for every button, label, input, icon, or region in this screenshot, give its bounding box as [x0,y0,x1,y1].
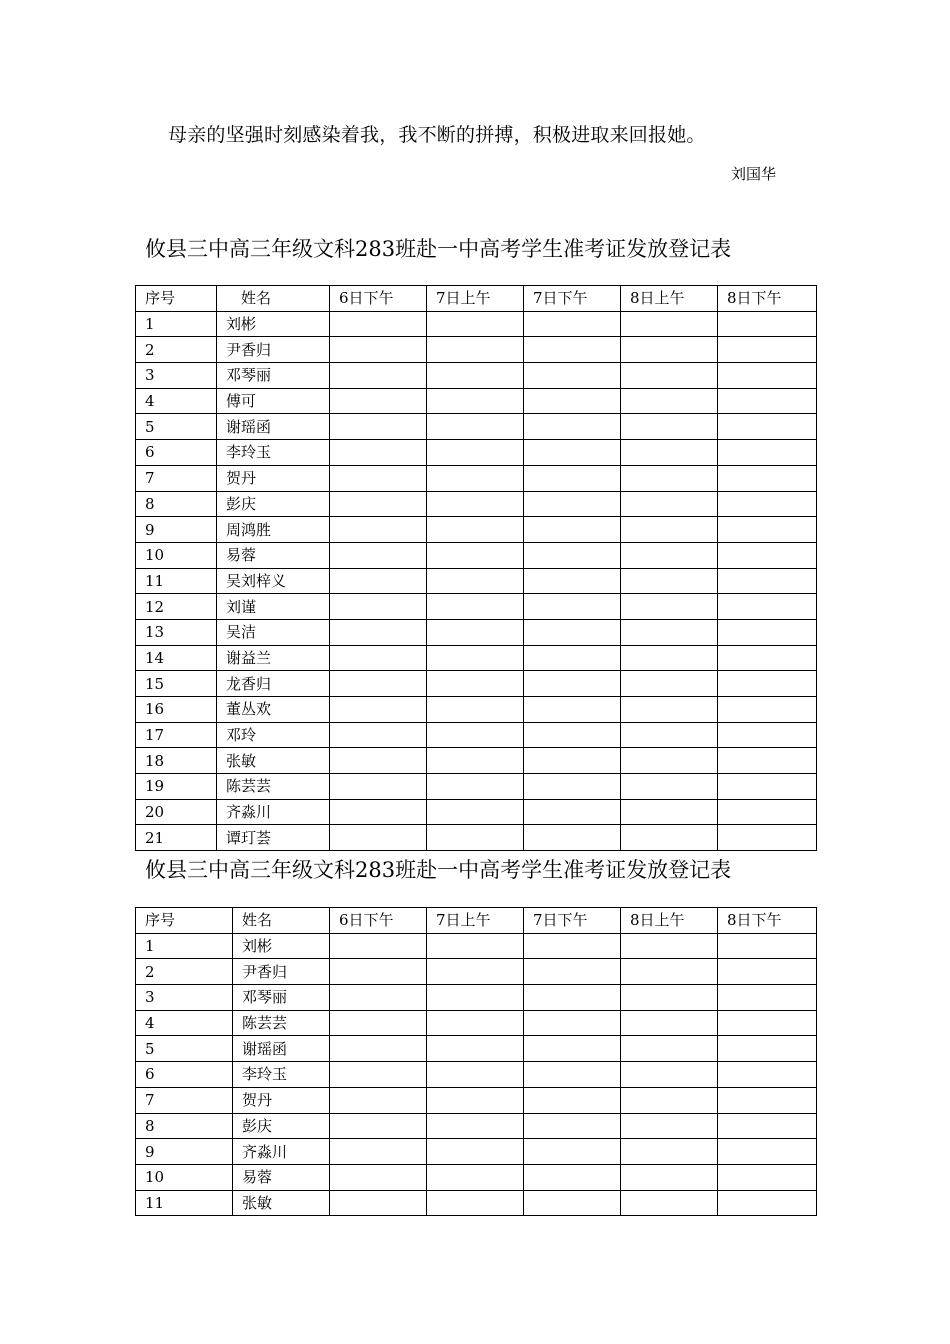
sign-cell [524,594,621,620]
sign-cell [524,774,621,800]
row-number-cell: 6 [136,1062,233,1088]
student-name-cell: 张敏 [217,748,330,774]
header-cell: 7日上午 [427,286,524,312]
sign-cell [621,491,718,517]
table-row [136,388,817,414]
sign-cell [524,311,621,337]
row-number-cell: 7 [136,465,217,491]
sign-cell [427,1087,524,1113]
header-cell: 6日下午 [330,908,427,934]
sign-cell [330,491,427,517]
student-name-cell: 彭庆 [217,491,330,517]
sign-cell [718,645,817,671]
sign-cell [621,748,718,774]
row-number-cell: 4 [136,388,217,414]
table-header-row [136,908,817,934]
table-row [136,465,817,491]
row-number-cell: 8 [136,491,217,517]
student-name-cell: 齐淼川 [217,799,330,825]
header-cell: 7日下午 [524,286,621,312]
sign-cell [621,568,718,594]
row-number-cell: 14 [136,645,217,671]
sign-cell [718,388,817,414]
table-row [136,933,817,959]
header-cell: 7日上午 [427,908,524,934]
sign-cell [718,363,817,389]
sign-cell [427,825,524,851]
sign-cell [330,414,427,440]
table-row [136,491,817,517]
row-number-cell: 3 [136,985,233,1011]
header-cell: 姓名 [233,908,330,934]
sign-cell [427,1164,524,1190]
table-row [136,722,817,748]
sign-cell [718,594,817,620]
table-body-2 [136,933,817,1216]
table-row [136,517,817,543]
header-cell: 序号 [136,908,233,934]
sign-cell [524,959,621,985]
sign-cell [330,825,427,851]
table-row [136,1164,817,1190]
sign-cell [621,1139,718,1165]
sign-cell [524,1062,621,1088]
row-number-cell: 1 [136,311,217,337]
table-row [136,1113,817,1139]
sign-cell [330,1113,427,1139]
sign-cell [330,671,427,697]
sign-cell [621,722,718,748]
sign-cell [621,671,718,697]
student-name-cell: 易蓉 [217,542,330,568]
sign-cell [621,311,718,337]
sign-cell [427,959,524,985]
sign-cell [621,1164,718,1190]
sign-cell [524,933,621,959]
row-number-cell: 6 [136,440,217,466]
row-number-cell: 21 [136,825,217,851]
registration-table-2 [135,907,817,1216]
sign-cell [524,491,621,517]
student-name-cell: 邓玲 [217,722,330,748]
row-number-cell: 1 [136,933,233,959]
header-cell: 8日上午 [621,286,718,312]
table-row [136,568,817,594]
sign-cell [621,517,718,543]
sign-cell [718,1190,817,1216]
sign-cell [427,542,524,568]
table-row [136,1036,817,1062]
sign-cell [524,645,621,671]
sign-cell [718,465,817,491]
sign-cell [621,1010,718,1036]
row-number-cell: 9 [136,517,217,543]
sign-cell [330,697,427,723]
sign-cell [330,1139,427,1165]
student-name-cell: 彭庆 [233,1113,330,1139]
sign-cell [524,517,621,543]
student-name-cell: 邓琴丽 [217,363,330,389]
sign-cell [330,933,427,959]
sign-cell [427,722,524,748]
sign-cell [621,825,718,851]
sign-cell [718,517,817,543]
sign-cell [621,985,718,1011]
sign-cell [718,311,817,337]
sign-cell [330,748,427,774]
sign-cell [524,568,621,594]
sign-cell [524,337,621,363]
sign-cell [621,363,718,389]
sign-cell [524,985,621,1011]
row-number-cell: 3 [136,363,217,389]
table-row [136,363,817,389]
sign-cell [427,1010,524,1036]
student-name-cell: 李玲玉 [233,1062,330,1088]
table-row [136,414,817,440]
sign-cell [427,414,524,440]
sign-cell [718,440,817,466]
row-number-cell: 15 [136,671,217,697]
sign-cell [427,985,524,1011]
header-cell: 6日下午 [330,286,427,312]
row-number-cell: 10 [136,1164,233,1190]
registration-table-1 [135,285,817,851]
student-name-cell: 傅可 [217,388,330,414]
student-name-cell: 尹香归 [233,959,330,985]
sign-cell [621,645,718,671]
table-body-1 [136,311,817,850]
header-cell: 8日上午 [621,908,718,934]
row-number-cell: 2 [136,959,233,985]
header-cell: 8日下午 [718,286,817,312]
row-number-cell: 20 [136,799,217,825]
sign-cell [718,959,817,985]
table-row [136,1139,817,1165]
student-name-cell: 陈芸芸 [217,774,330,800]
sign-cell [621,1113,718,1139]
sign-cell [427,645,524,671]
sign-cell [427,568,524,594]
sign-cell [524,1164,621,1190]
table-row [136,542,817,568]
sign-cell [524,799,621,825]
sign-cell [524,1087,621,1113]
sign-cell [427,1113,524,1139]
sign-cell [330,799,427,825]
header-cell: 姓名 [217,286,330,312]
sign-cell [718,542,817,568]
sign-cell [427,774,524,800]
sign-cell [427,388,524,414]
table-row [136,825,817,851]
student-name-cell: 董丛欢 [217,697,330,723]
student-name-cell: 刘彬 [233,933,330,959]
sign-cell [621,1190,718,1216]
student-name-cell: 贺丹 [217,465,330,491]
table-row [136,748,817,774]
sign-cell [427,440,524,466]
row-number-cell: 9 [136,1139,233,1165]
sign-cell [427,671,524,697]
table-row [136,594,817,620]
row-number-cell: 10 [136,542,217,568]
student-name-cell: 吴刘梓义 [217,568,330,594]
sign-cell [718,619,817,645]
row-number-cell: 11 [136,1190,233,1216]
sign-cell [524,542,621,568]
sign-cell [524,619,621,645]
quote-text: 母亲的坚强时刻感染着我，我不断的拼搏，积极进取来回报她。 [168,124,706,146]
table-row [136,440,817,466]
table-row [136,697,817,723]
sign-cell [718,774,817,800]
table-title-1: 攸县三中高三年级文科283班赴一中高考学生准考证发放登记表 [145,237,732,261]
student-name-cell: 龙香归 [217,671,330,697]
sign-cell [621,933,718,959]
sign-cell [427,748,524,774]
sign-cell [427,1190,524,1216]
sign-cell [330,645,427,671]
row-number-cell: 11 [136,568,217,594]
row-number-cell: 5 [136,414,217,440]
sign-cell [524,722,621,748]
sign-cell [330,1190,427,1216]
sign-cell [718,671,817,697]
sign-cell [621,1062,718,1088]
sign-cell [427,1139,524,1165]
sign-cell [524,465,621,491]
sign-cell [524,697,621,723]
sign-cell [621,337,718,363]
sign-cell [427,311,524,337]
sign-cell [330,594,427,620]
sign-cell [718,697,817,723]
sign-cell [718,933,817,959]
sign-cell [427,594,524,620]
sign-cell [330,959,427,985]
sign-cell [330,388,427,414]
table-header-row [136,286,817,312]
sign-cell [621,1036,718,1062]
row-number-cell: 8 [136,1113,233,1139]
sign-cell [330,337,427,363]
student-name-cell: 谢瑶函 [233,1036,330,1062]
sign-cell [524,825,621,851]
sign-cell [330,722,427,748]
row-number-cell: 19 [136,774,217,800]
row-number-cell: 5 [136,1036,233,1062]
student-name-cell: 谭玎荟 [217,825,330,851]
row-number-cell: 13 [136,619,217,645]
sign-cell [718,985,817,1011]
row-number-cell: 16 [136,697,217,723]
table-row [136,799,817,825]
table-row [136,985,817,1011]
sign-cell [330,1164,427,1190]
table-row [136,1190,817,1216]
sign-cell [330,363,427,389]
sign-cell [427,465,524,491]
sign-cell [718,1062,817,1088]
table-row [136,671,817,697]
sign-cell [621,774,718,800]
sign-cell [718,1113,817,1139]
sign-cell [427,491,524,517]
sign-cell [718,722,817,748]
student-name-cell: 谢益兰 [217,645,330,671]
sign-cell [330,568,427,594]
student-name-cell: 贺丹 [233,1087,330,1113]
student-name-cell: 刘谨 [217,594,330,620]
sign-cell [621,619,718,645]
student-name-cell: 齐淼川 [233,1139,330,1165]
sign-cell [524,388,621,414]
student-name-cell: 吴洁 [217,619,330,645]
sign-cell [330,1087,427,1113]
sign-cell [718,1036,817,1062]
student-name-cell: 张敏 [233,1190,330,1216]
sign-cell [330,774,427,800]
sign-cell [621,388,718,414]
sign-cell [718,1139,817,1165]
sign-cell [718,491,817,517]
sign-cell [524,1139,621,1165]
row-number-cell: 7 [136,1087,233,1113]
sign-cell [330,985,427,1011]
table-title-2: 攸县三中高三年级文科283班赴一中高考学生准考证发放登记表 [145,858,732,882]
student-name-cell: 尹香归 [217,337,330,363]
student-name-cell: 周鸿胜 [217,517,330,543]
sign-cell [427,363,524,389]
sign-cell [330,619,427,645]
sign-cell [524,440,621,466]
student-name-cell: 刘彬 [217,311,330,337]
sign-cell [718,414,817,440]
sign-cell [330,440,427,466]
sign-cell [524,671,621,697]
sign-cell [524,414,621,440]
sign-cell [621,1087,718,1113]
row-number-cell: 18 [136,748,217,774]
sign-cell [718,337,817,363]
sign-cell [718,1087,817,1113]
sign-cell [524,1190,621,1216]
student-name-cell: 邓琴丽 [233,985,330,1011]
row-number-cell: 12 [136,594,217,620]
sign-cell [524,1036,621,1062]
table-row [136,959,817,985]
header-cell: 7日下午 [524,908,621,934]
sign-cell [427,337,524,363]
sign-cell [427,933,524,959]
table-row [136,311,817,337]
student-name-cell: 李玲玉 [217,440,330,466]
sign-cell [621,465,718,491]
sign-cell [427,619,524,645]
sign-cell [718,1010,817,1036]
sign-cell [524,1010,621,1036]
table-row [136,645,817,671]
sign-cell [621,697,718,723]
student-name-cell: 易蓉 [233,1164,330,1190]
sign-cell [330,1036,427,1062]
sign-cell [330,311,427,337]
sign-cell [621,594,718,620]
sign-cell [718,568,817,594]
table-row [136,1087,817,1113]
sign-cell [524,363,621,389]
sign-cell [621,959,718,985]
sign-cell [330,465,427,491]
sign-cell [524,1113,621,1139]
student-name-cell: 陈芸芸 [233,1010,330,1036]
table-row [136,774,817,800]
sign-cell [621,414,718,440]
sign-cell [427,799,524,825]
header-cell: 序号 [136,286,217,312]
sign-cell [330,1010,427,1036]
row-number-cell: 17 [136,722,217,748]
sign-cell [621,542,718,568]
sign-cell [524,748,621,774]
sign-cell [330,1062,427,1088]
sign-cell [427,1036,524,1062]
table-row [136,1010,817,1036]
author-name: 刘国华 [731,165,777,183]
sign-cell [718,799,817,825]
row-number-cell: 4 [136,1010,233,1036]
sign-cell [427,517,524,543]
table-row [136,1062,817,1088]
sign-cell [718,1164,817,1190]
row-number-cell: 2 [136,337,217,363]
sign-cell [718,748,817,774]
sign-cell [427,697,524,723]
table-row [136,619,817,645]
sign-cell [330,517,427,543]
header-cell: 8日下午 [718,908,817,934]
sign-cell [621,440,718,466]
student-name-cell: 谢瑶函 [217,414,330,440]
sign-cell [718,825,817,851]
sign-cell [330,542,427,568]
sign-cell [427,1062,524,1088]
sign-cell [621,799,718,825]
table-row [136,337,817,363]
